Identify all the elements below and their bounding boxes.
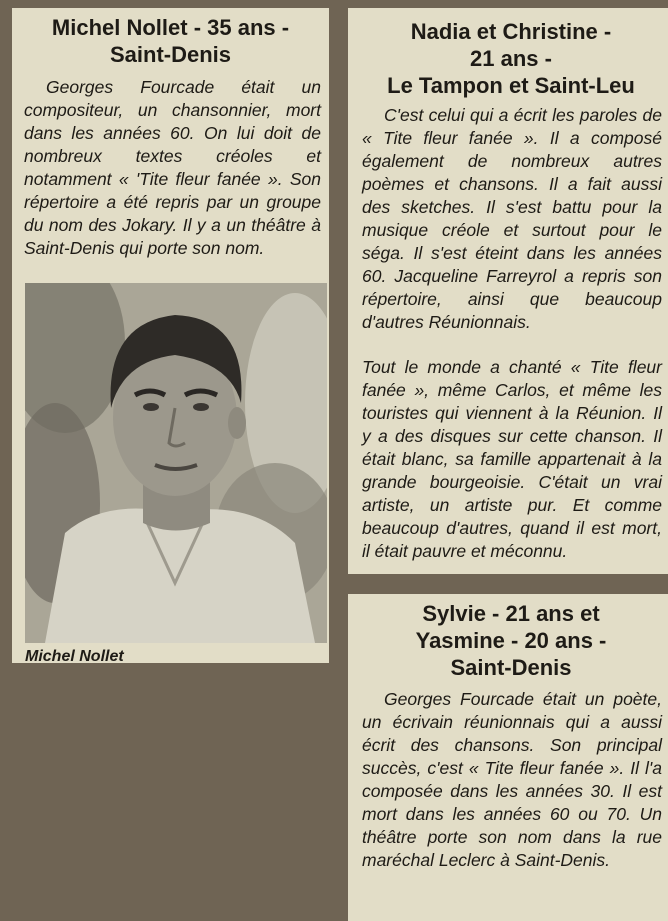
rb-heading-line1: Sylvie - 21 ans et — [422, 601, 600, 626]
left-heading-line2: Saint-Denis — [109, 42, 232, 67]
right-bottom-article — [348, 594, 668, 921]
left-article-heading — [12, 14, 329, 68]
rt-heading-line1: Nadia et Christine - — [410, 19, 612, 44]
left-heading-line1: Michel Nollet - 35 ans - — [51, 15, 290, 40]
left-article-body: Georges Fourcade était un compositeur, un chansonnier, mort dans les années 60. On lui doit de nombreux textes créoles et notamment « 'Tite fleur fanée ». Son répertoire a été repris par un groupe du nom des Jokary. Il y a un théâtre à Saint-Denis qui porte son nom. — [24, 77, 321, 258]
rt-heading-line2: 21 ans - — [470, 46, 552, 71]
right-top-article-heading — [354, 18, 668, 99]
rb-heading-line2: Yasmine - 20 ans - — [415, 628, 607, 653]
left-article — [12, 8, 329, 663]
rt-heading-line3: Le Tampon et Saint-Leu — [387, 73, 635, 98]
right-bottom-article-body: Georges Fourcade était un poète, un écrivain réunionnais qui a aussi écrit des chansons. Son principal succès, c'est « Tite fleur fanée ». Il l'a composée dans les années 30. Il est mort dans les années 60 ou 70. Un théâtre porte son nom dans la rue maréchal Leclerc à Saint-Denis. — [362, 689, 662, 870]
right-top-article — [348, 8, 668, 574]
portrait-photo — [25, 283, 327, 643]
right-bottom-article-heading — [354, 600, 668, 681]
right-top-paragraph-2: Tout le monde a chanté « Tite fleur fanée », même Carlos, et même les touristes qui viennent à la Réunion. Il y a des disques sur cette chanson. Il était blanc, sa famille appartenait à la grande bourgeoisie. C'était un vrai artiste, un artiste pur. Et comme beaucoup d'autres, quand il est mort, il était pauvre et méconnu. — [362, 357, 662, 561]
right-top-paragraph-1: C'est celui qui a écrit les paroles de « Tite fleur fanée ». Il a composé également de nombreux autres poèmes et chansons. Il a fait aussi des sketches. Il s'est battu pour la musique créole et surtout pour le séga. Il s'est éteint dans les années 60. Jacqueline Farreyrol a repris son répertoire, ainsi que beaucoup d'autres Réunionnais. — [362, 105, 662, 332]
photo-caption: Michel Nollet — [25, 648, 124, 665]
rb-heading-line3: Saint-Denis — [450, 655, 572, 680]
